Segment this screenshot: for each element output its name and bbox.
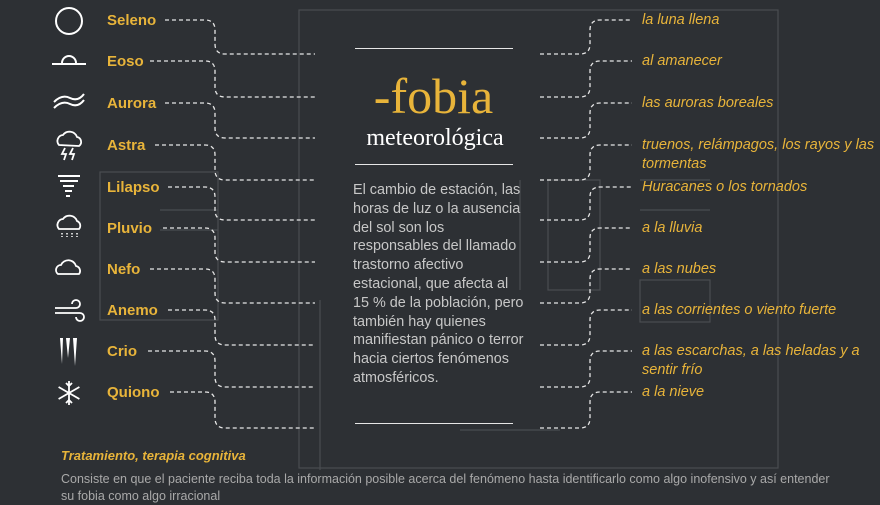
connector-right-1 — [540, 20, 632, 54]
cloud-icon — [52, 252, 86, 286]
connector-left-10 — [170, 392, 315, 428]
prefix-quiono: Quiono — [107, 384, 160, 401]
prefix-aurora: Aurora — [107, 95, 157, 112]
prefix-seleno: Seleno — [107, 12, 157, 29]
full-moon-icon — [52, 4, 86, 38]
meaning-seleno: la luna llena — [642, 12, 720, 28]
connector-right-5 — [540, 187, 632, 220]
prefix-astra: Astra — [107, 137, 146, 154]
meaning-quiono: a la nieve — [642, 384, 705, 400]
connector-left-4 — [155, 145, 315, 180]
prefix-pluvio: Pluvio — [107, 220, 153, 237]
connector-right-9 — [540, 351, 632, 387]
meaning-pluvio: a la lluvia — [642, 220, 703, 236]
connector-left-9 — [148, 351, 315, 387]
connector-right-3 — [540, 103, 632, 138]
tornado-icon — [52, 170, 86, 204]
connector-left-2 — [150, 61, 315, 97]
connector-right-10 — [540, 392, 632, 428]
title-rule-top — [355, 48, 513, 49]
meaning-astra: truenos, relámpagos, los rayos y las tormentas — [642, 137, 875, 172]
page-title: -fobia — [373, 68, 494, 124]
connector-left-3 — [165, 103, 315, 138]
meaning-crio: a las escarchas, a las heladas y a sentir frío — [642, 343, 860, 378]
prefix-lilapso: Lilapso — [107, 179, 160, 196]
meaning-lilapso: Huracanes o los tornados — [642, 179, 808, 195]
thunderstorm-icon — [52, 128, 86, 162]
connector-right-7 — [540, 269, 632, 303]
wind-icon — [52, 294, 86, 328]
connector-right-2 — [540, 61, 632, 97]
connector-right-6 — [540, 228, 632, 262]
icicles-icon — [52, 334, 86, 368]
meaning-nefo: a las nubes — [642, 261, 717, 277]
prefix-crio: Crio — [107, 343, 137, 360]
prefix-nefo: Nefo — [107, 261, 141, 278]
connector-left-7 — [150, 269, 315, 303]
connector-left-8 — [168, 310, 315, 345]
rain-icon — [52, 210, 86, 244]
description-rule-bottom — [355, 423, 513, 424]
aurora-icon — [52, 86, 86, 120]
sunrise-icon — [52, 46, 86, 80]
prefix-anemo: Anemo — [107, 302, 158, 319]
snowflake-icon — [52, 376, 86, 410]
treatment-title: Tratamiento, terapia cognitiva — [61, 448, 246, 463]
title-rule-bottom — [355, 164, 513, 165]
connector-left-6 — [163, 228, 315, 262]
connector-left-1 — [165, 20, 315, 54]
description-text: El cambio de estación, las horas de luz o la ausencia del sol son los responsables del llamado trastorno afectivo estacional, que afecta al 15 % de la población, pero también hay quienes manifiestan pánico o terror hacia ciertos fenómenos atmosféricos. — [353, 182, 524, 386]
page-subtitle: meteorológica — [366, 125, 504, 151]
meaning-eoso: al amanecer — [642, 53, 722, 69]
connector-right-8 — [540, 310, 632, 345]
connector-right-4 — [540, 145, 632, 180]
meaning-aurora: las auroras boreales — [642, 95, 774, 111]
treatment-text: Consiste en que el paciente reciba toda la información posible acerca del fenómeno hasta identificarlo como algo inofensivo y así entender su fobia como algo irracional — [61, 472, 830, 503]
meaning-anemo: a las corrientes o viento fuerte — [642, 302, 837, 318]
prefix-eoso: Eoso — [107, 53, 144, 70]
connector-left-5 — [168, 187, 315, 220]
